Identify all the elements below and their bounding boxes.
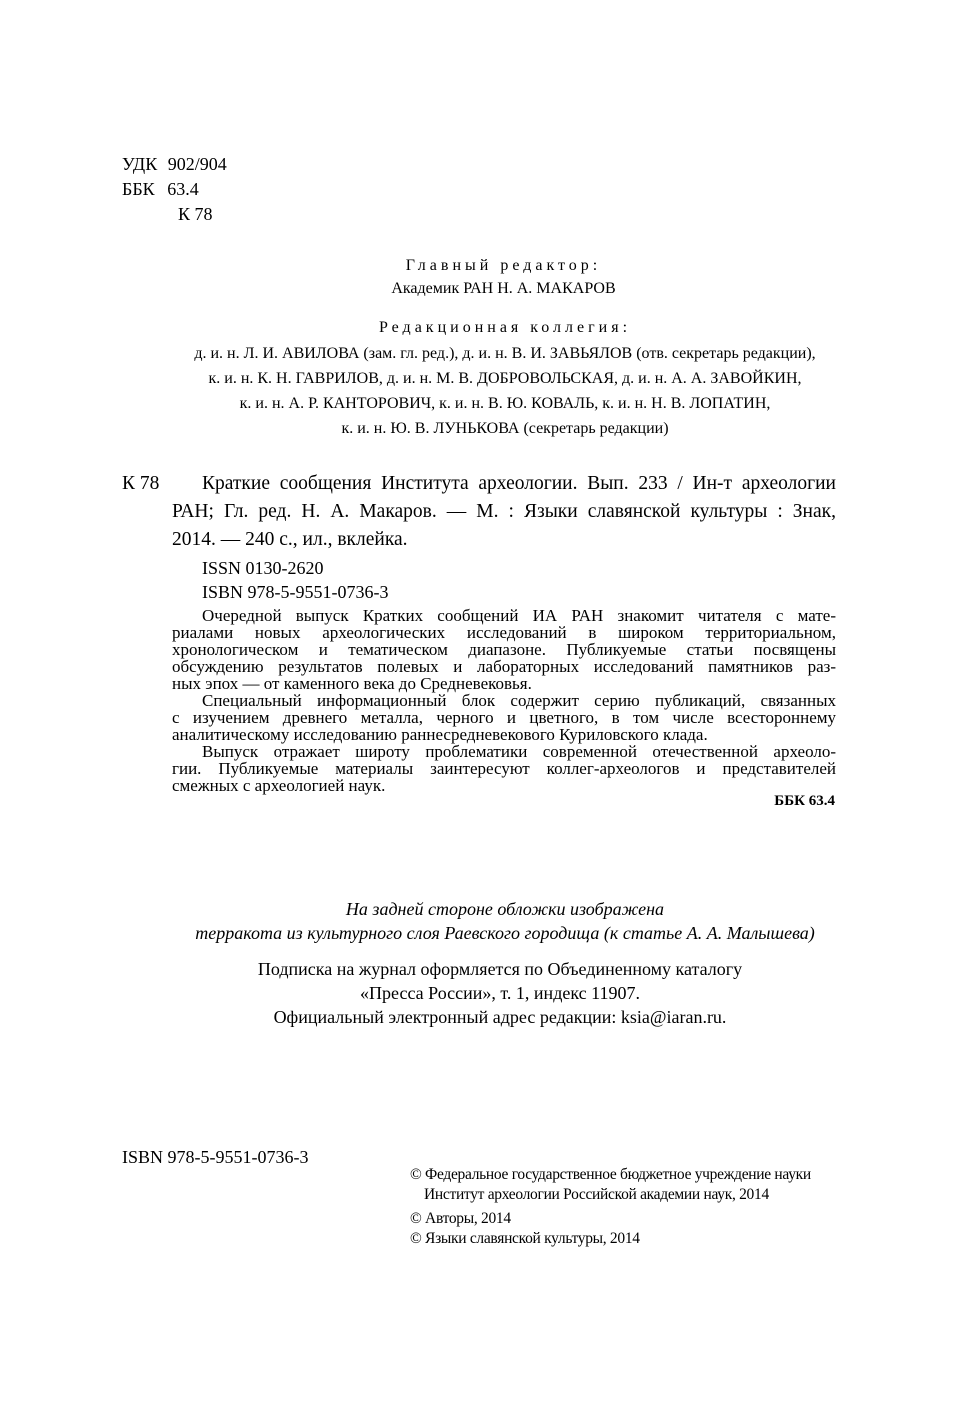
cover-note-line: На задней стороне обложки изображена — [345, 899, 665, 919]
issn: ISSN 0130-2620 — [202, 558, 324, 578]
chief-editor-heading: Главный редактор: — [405, 257, 602, 274]
annotation-line: хронологическом и тематическом диапазоне. Публикуемые статьи посвящены — [172, 640, 836, 659]
annotation-line: смежных с археологией наук. — [172, 776, 386, 795]
udk-line — [122, 152, 227, 176]
bibliography-line: Краткие сообщения Института археологии. Вып. 233 / Ин-т археологии — [202, 473, 836, 494]
annotation-line: аналитическому исследованию раннесредневекового Куриловского клада. — [172, 725, 708, 744]
editorial-board-heading: Редакционная коллегия: — [378, 319, 632, 336]
bibliography-record — [172, 470, 836, 554]
chief-editor-name: Академик РАН Н. А. МАКАРОВ — [391, 280, 616, 297]
cover-note-line: терракота из культурного слоя Раевского городища (к статье А. А. Малышева) — [195, 923, 815, 943]
bbk-label: ББК — [122, 179, 155, 199]
subscription-info — [150, 957, 850, 1029]
annotation-line: гии. Публикуемые материалы заинтересуют коллег-археологов и представителей — [172, 759, 836, 778]
copyright-block — [410, 1165, 811, 1249]
footer-isbn: ISBN 978-5-9551-0736-3 — [122, 1147, 309, 1167]
annotation-paragraph — [172, 624, 836, 692]
copyright-line: Институт археологии Российской академии наук, 2014 — [424, 1186, 769, 1203]
subscription-line: Официальный электронный адрес редакции: ksia@iaran.ru. — [273, 1007, 727, 1027]
udk-value: 902/904 — [167, 154, 227, 174]
bibliography-mark: К 78 — [122, 473, 160, 494]
annotation-line: Специальный информационный блок содержит серию публикаций, связанных — [202, 691, 836, 710]
annotation-line: риалами новых археологических исследований в широком территориальном, — [172, 623, 836, 642]
editorial-board-line: д. и. н. Л. И. АВИЛОВА (зам. гл. ред.), д. и. н. В. И. ЗАВЬЯЛОВ (отв. секретарь редакции), — [194, 345, 816, 362]
subscription-line: Подписка на журнал оформляется по Объединенному каталогу — [257, 959, 743, 979]
udk-label: УДК — [122, 154, 158, 174]
editorial-board-line: к. и. н. А. Р. КАНТОРОВИЧ, к. и. н. В. Ю. КОВАЛЬ, к. и. н. Н. В. ЛОПАТИН, — [239, 395, 771, 412]
editorial-board-block — [110, 316, 900, 441]
annotation-line: Выпуск отражает широту проблематики современной отечественной археоло- — [202, 742, 836, 761]
copyright-line: © Авторы, 2014 — [410, 1210, 511, 1227]
author-mark-top: К 78 — [178, 204, 213, 224]
annotation-paragraph — [172, 607, 836, 624]
bibliography-line: РАН; Гл. ред. Н. А. Макаров. — М. : Языки славянской культуры : Знак, — [172, 501, 836, 522]
annotation-line: обсуждению результатов полевых и лабораторных исследований памятников раз- — [172, 657, 836, 676]
copyright-line: © Языки славянской культуры, 2014 — [410, 1230, 640, 1247]
annotation-line: ных эпох — от каменного века до Средневековья. — [172, 674, 532, 693]
copyright-line: © Федеральное государственное бюджетное учреждение науки — [410, 1166, 811, 1183]
bbk-line — [122, 177, 199, 201]
chief-editor-block — [250, 254, 757, 300]
annotation — [172, 607, 836, 794]
annotation-line: Очередной выпуск Кратких сообщений ИА РАН знакомит читателя с мате- — [202, 606, 836, 625]
bbk-value: 63.4 — [167, 179, 199, 199]
bibliography-line: 2014. — 240 с., ил., вклейка. — [172, 529, 408, 550]
editorial-board-line: к. и. н. Ю. В. ЛУНЬКОВА (секретарь редакции) — [341, 420, 669, 437]
isbn: ISBN 978-5-9551-0736-3 — [202, 582, 389, 602]
cover-note — [120, 897, 890, 945]
subscription-line: «Пресса России», т. 1, индекс 11907. — [360, 983, 640, 1003]
editorial-board-line: к. и. н. К. Н. ГАВРИЛОВ, д. и. н. М. В. ДОБРОВОЛЬСКАЯ, д. и. н. А. А. ЗАВОЙКИН, — [208, 370, 802, 387]
annotation-bbk-code: ББК 63.4 — [774, 793, 835, 809]
annotation-line: с изучением древнего металла, черного и цветного, в том числе всестороннему — [172, 708, 836, 727]
